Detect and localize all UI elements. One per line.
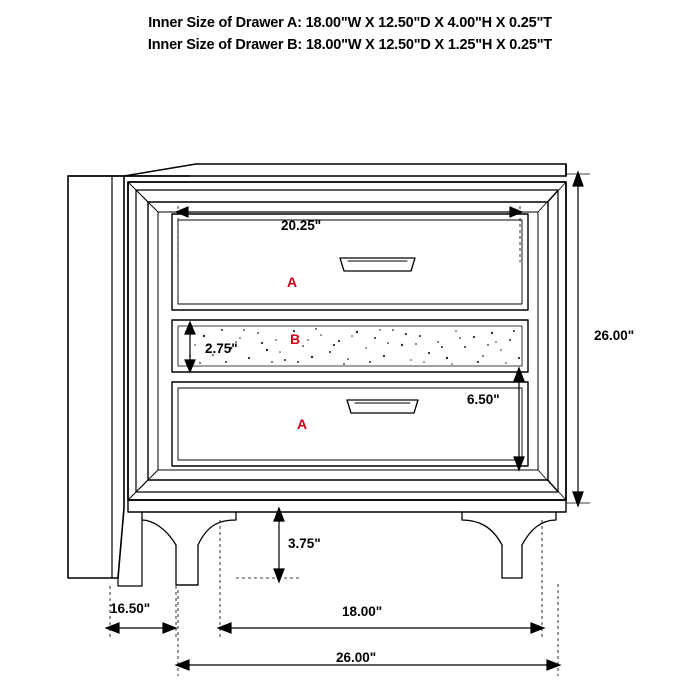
dim-total-height	[566, 172, 590, 506]
cabinet-top	[124, 164, 566, 176]
dim-middle-height	[185, 322, 195, 372]
cabinet-front-case	[128, 182, 566, 500]
drawer-label-a-top: A	[287, 274, 298, 290]
drawer-top	[172, 214, 528, 310]
dimension-lines	[106, 172, 590, 676]
cabinet-bevel-lines	[128, 182, 566, 500]
dim-label-base-width-outer: 26.00"	[336, 650, 377, 665]
dim-bottom-height	[514, 368, 524, 470]
dim-label-base-width-inner: 18.00"	[342, 604, 383, 619]
dim-label-side-depth: 16.50"	[110, 601, 151, 616]
spec-line-drawer-a: Inner Size of Drawer A: 18.00"W X 12.50"D X 4.00"H X 0.25"T	[148, 15, 552, 31]
dim-label-bottom-height: 6.50"	[467, 392, 500, 407]
cabinet-base-apron	[128, 500, 566, 585]
dim-label-front-width: 20.25"	[281, 218, 322, 233]
dim-label-middle-height: 2.75"	[205, 341, 238, 356]
dim-base-width-inner	[218, 520, 544, 638]
dim-label-leg-height: 3.75"	[288, 536, 321, 551]
cabinet-side-panel	[68, 176, 142, 586]
spec-line-drawer-b: Inner Size of Drawer B: 18.00"W X 12.50"D X 1.25"H X 0.25"T	[147, 37, 553, 53]
drawer-label-b: B	[290, 331, 301, 347]
drawer-label-a-bottom: A	[297, 416, 308, 432]
dim-label-total-height: 26.00"	[594, 328, 635, 343]
